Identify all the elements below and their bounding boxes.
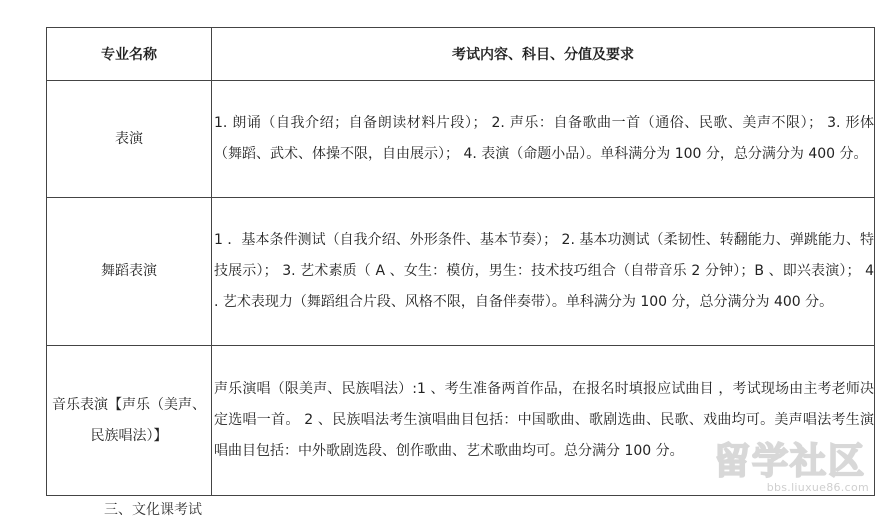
- major-name-cell: 舞蹈表演: [47, 198, 212, 346]
- requirements-cell: 声乐演唱（限美声、民族唱法）:1 、考生准备两首作品，在报名时填报应试曲目 ，考试现场由主考老师决定选唱一首。 2 、民族唱法考生演唱曲目包括：中国歌曲、歌剧选曲、民歌、戏曲均可。美声唱法考生演唱曲目包括：中外歌剧选段、创作歌曲、艺术歌曲均可。总分满分 100 分。: [212, 346, 875, 496]
- requirements-cell: 1. 朗诵（自我介绍；自备朗读材料片段）； 2. 声乐：自备歌曲一首（通俗、民歌、美声不限）； 3. 形体（舞蹈、武术、体操不限，自由展示）； 4. 表演（命题小品）。单科满分为 100 分，总分满分为 400 分。: [212, 81, 875, 198]
- header-exam-requirements: 考试内容、科目、分值及要求: [212, 28, 875, 81]
- exam-requirements-table: [46, 27, 875, 496]
- table-row: [47, 198, 875, 346]
- major-name-cell: 音乐表演【声乐（美声、民族唱法）】: [47, 346, 212, 496]
- table-header-row: [47, 28, 875, 81]
- table-row: [47, 81, 875, 198]
- requirements-cell: 1 ．基本条件测试（自我介绍、外形条件、基本节奏）； 2. 基本功测试（柔韧性、转翻能力、弹跳能力、特技展示）； 3. 艺术素质（ A 、女生：模仿，男生：技术技巧组合（自带音乐 2 分钟）；B 、即兴表演）； 4 . 艺术表现力（舞蹈组合片段、风格不限，自备伴奏带）。单科满分为 100 分，总分满分为 400 分。: [212, 198, 875, 346]
- major-name-cell: 表演: [47, 81, 212, 198]
- site-watermark: [703, 437, 873, 503]
- watermark-logo-icon: [707, 437, 873, 481]
- watermark-url: bbs.liuxue86.com: [766, 481, 869, 494]
- svg-text:留学社区: 留学社区: [713, 441, 867, 482]
- cut-off-section-heading: 三、文化课考试: [104, 502, 202, 518]
- header-major-name: 专业名称: [47, 28, 212, 81]
